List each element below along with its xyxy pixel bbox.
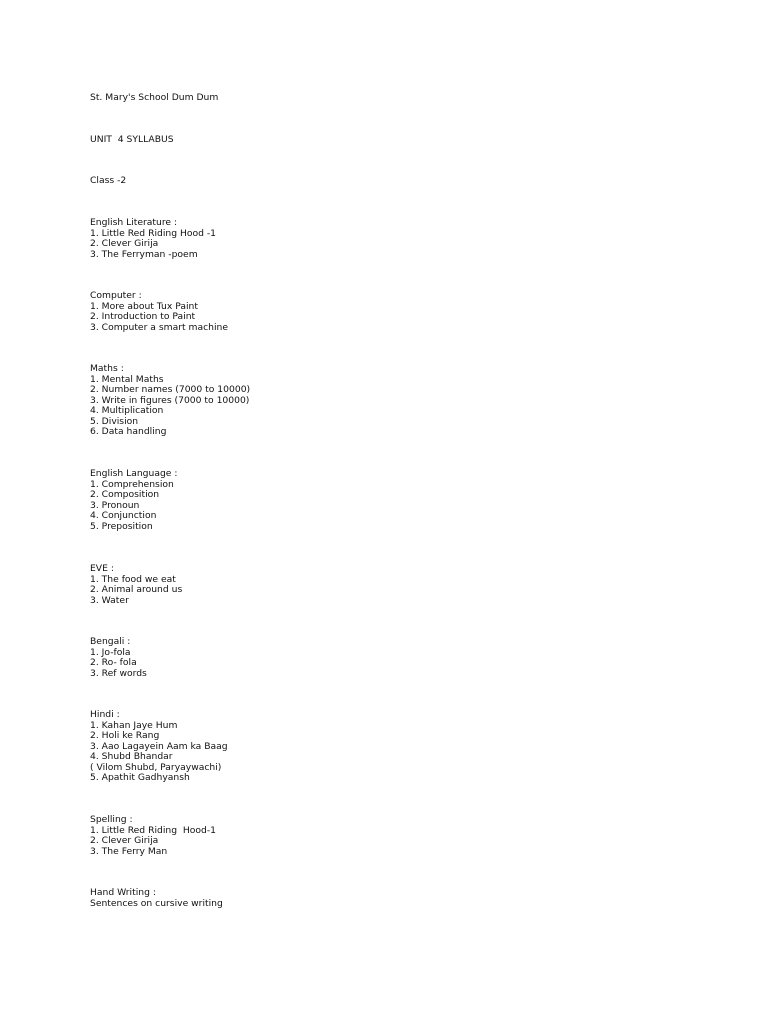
section-bengali [90,637,147,679]
unit-title: UNIT 4 SYLLABUS [90,134,174,145]
section-maths [90,364,250,438]
section-heading: Hand Writing : [90,887,156,898]
school-name: St. Mary's School Dum Dum [90,92,219,103]
list-item: 6. Data handling [90,426,167,437]
list-item: 1. Mental Maths [90,373,164,385]
class-label: Class -2 [90,175,127,186]
list-item: 1. The food we eat [90,573,176,585]
list-item: 3. Water [90,594,129,606]
list-item: 1. Little Red Riding Hood-1 [90,824,217,836]
list-item: 2. Clever Girija [90,835,159,846]
list-item: 3. Pronoun [90,499,140,511]
list-item: 3. Computer a smart machine [90,321,228,333]
section-heading: English Language : [90,468,178,479]
list-item: Sentences on cursive writing [90,897,223,909]
section-heading: Maths : [90,363,124,374]
list-item: 3. Ref words [90,667,147,679]
list-item: 2. Holi ke Rang [90,730,160,741]
list-item: 2. Composition [90,489,160,500]
list-item: 1. Kahan Jaye Hum [90,719,178,731]
section-hand-writing [90,888,223,909]
section-heading: Spelling : [90,814,133,825]
list-item: 5. Division [90,415,139,427]
list-item: 4. Multiplication [90,405,164,416]
list-item: ( Vilom Shubd, Paryaywachi) [90,761,222,773]
list-item: 2. Ro- fola [90,657,137,668]
section-heading: EVE : [90,563,114,574]
section-heading: Bengali : [90,636,131,647]
list-item: 5. Apathit Gadhyansh [90,772,190,783]
section-heading: Computer : [90,290,142,301]
section-spelling [90,815,216,857]
section-heading: Hindi : [90,709,120,720]
list-item: 1. Jo-fola [90,646,131,658]
section-eve [90,564,182,606]
section-computer [90,291,228,333]
list-item: 2. Number names (7000 to 10000) [90,384,251,395]
list-item: 3. The Ferry Man [90,845,168,857]
section-english-language [90,469,177,532]
list-item: 1. Little Red Riding Hood -1 [90,227,217,239]
list-item: 2. Clever Girija [90,238,159,249]
list-item: 2. Introduction to Paint [90,311,196,322]
list-item: 2. Animal around us [90,584,183,595]
list-item: 1. Comprehension [90,478,174,490]
list-item: 3. Write in figures (7000 to 10000) [90,394,250,406]
list-item: 1. More about Tux Paint [90,300,198,312]
list-item: 4. Conjunction [90,510,157,521]
section-english-literature [90,218,216,260]
list-item: 5. Preposition [90,520,153,532]
section-hindi [90,710,228,784]
list-item: 3. Aao Lagayein Aam ka Baag [90,740,228,752]
list-item: 4. Shubd Bhandar [90,751,173,762]
list-item: 3. The Ferryman -poem [90,248,198,260]
section-heading: English Literature : [90,217,178,228]
